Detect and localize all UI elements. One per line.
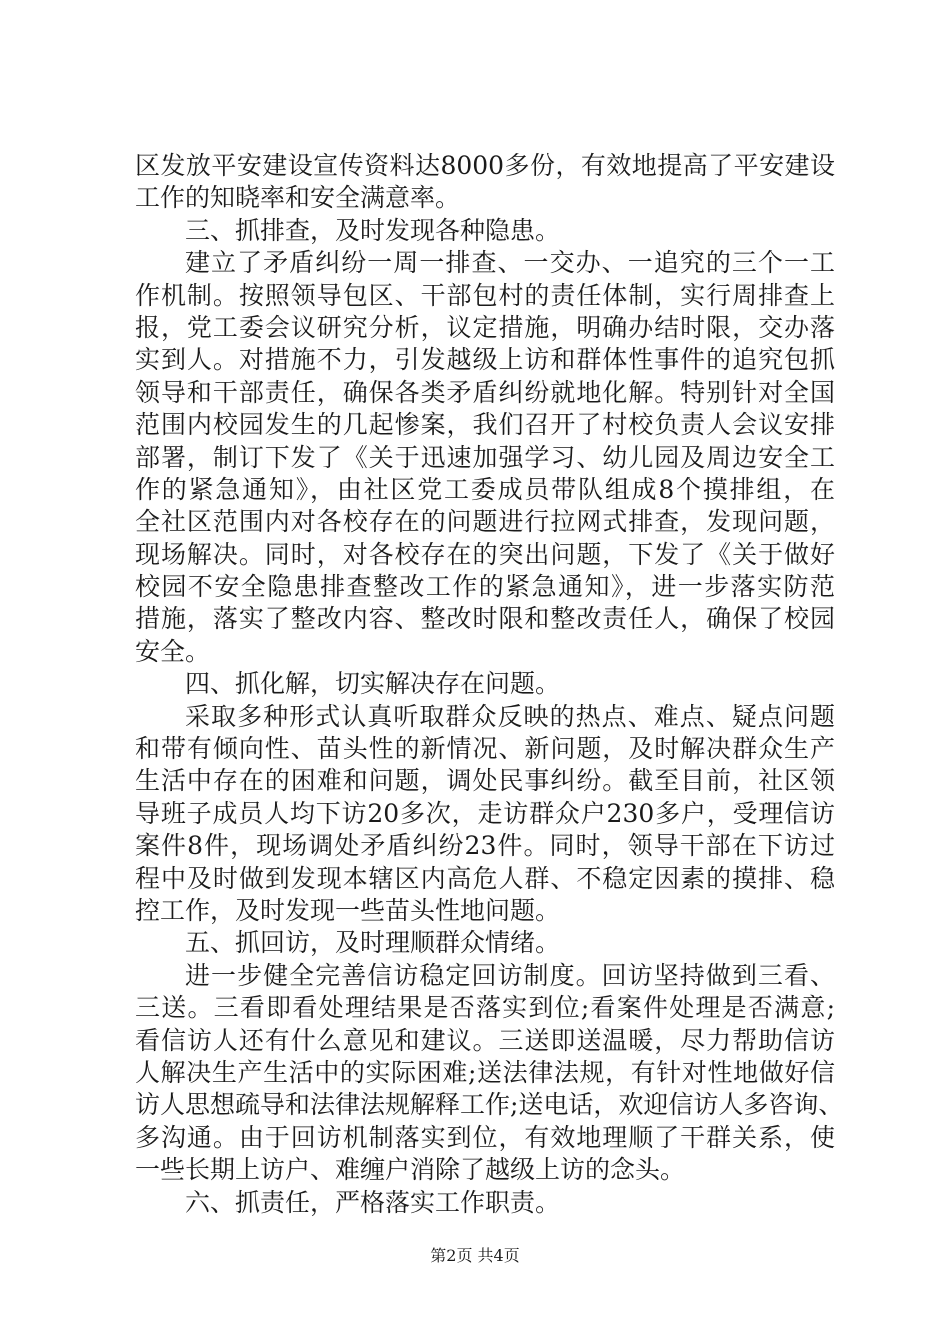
text-line: 领导和干部责任，确保各类矛盾纠纷就地化解。特别针对全国 [135,377,835,407]
text-line: 四、抓化解，切实解决存在问题。 [185,669,561,699]
text-line: 作的紧急通知》，由社区党工委成员带队组成8个摸排组，在 [135,474,835,504]
text-line: 看信访人还有什么意见和建议。三送即送温暖，尽力帮助信访 [135,1025,835,1055]
text-line: 实到人。对措施不力，引发越级上访和群体性事件的追究包抓 [135,345,835,375]
text-line: 范围内校园发生的几起惨案，我们召开了村校负责人会议安排 [135,410,835,440]
text-line: 生活中存在的困难和问题，调处民事纠纷。截至目前，社区领 [135,766,835,796]
text-line: 案件8件，现场调处矛盾纠纷23件。同时，领导干部在下访过 [135,831,835,861]
text-line: 作机制。按照领导包区、干部包村的责任体制，实行周排查上 [135,280,835,310]
text-line: 报，党工委会议研究分析，议定措施，明确办结时限，交办落 [135,312,835,342]
text-line: 人解决生产生活中的实际困难;送法律法规，有针对性地做好信 [135,1057,835,1087]
text-line: 和带有倾向性、苗头性的新情况、新问题，及时解决群众生产 [135,734,835,764]
text-line: 全社区范围内对各校存在的问题进行拉网式排查，发现问题， [135,507,835,537]
text-line: 六、抓责任，严格落实工作职责。 [185,1187,561,1217]
text-line: 五、抓回访，及时理顺群众情绪。 [185,928,561,958]
document-body [135,150,844,1219]
text-line: 多沟通。由于回访机制落实到位，有效地理顺了干群关系，使 [135,1122,835,1152]
text-line: 采取多种形式认真听取群众反映的热点、难点、疑点问题 [185,701,835,731]
text-line: 建立了矛盾纠纷一周一排查、一交办、一追究的三个一工 [185,248,835,278]
text-line: 控工作，及时发现一些苗头性地问题。 [135,895,561,925]
text-line: 导班子成员人均下访20多次，走访群众户230多户，受理信访 [135,798,835,828]
text-line: 区发放平安建设宣传资料达8000多份，有效地提高了平安建设 [135,151,835,180]
text-line: 现场解决。同时，对各校存在的突出问题，下发了《关于做好 [135,539,835,569]
text-line: 访人思想疏导和法律法规解释工作;送电话，欢迎信访人多咨询、 [135,1090,844,1120]
text-line: 一些长期上访户、难缠户消除了越级上访的念头。 [135,1155,686,1185]
text-line: 三、抓排查，及时发现各种隐患。 [185,215,561,245]
text-line: 校园不安全隐患排查整改工作的紧急通知》，进一步落实防范 [135,572,835,602]
text-line: 程中及时做到发现本辖区内高危人群、不稳定因素的摸排、稳 [135,863,835,893]
text-line: 进一步健全完善信访稳定回访制度。回访坚持做到三看、 [185,960,835,990]
text-line: 部署，制订下发了《关于迅速加强学习、幼儿园及周边安全工 [135,442,835,472]
text-line: 三送。三看即看处理结果是否落实到位;看案件处理是否满意; [135,993,835,1023]
page-footer: 第2页 共4页 [430,1246,520,1265]
text-line: 安全。 [135,636,211,666]
text-line: 措施，落实了整改内容、整改时限和整改责任人，确保了校园 [135,604,835,634]
text-line: 工作的知晓率和安全满意率。 [135,183,461,213]
